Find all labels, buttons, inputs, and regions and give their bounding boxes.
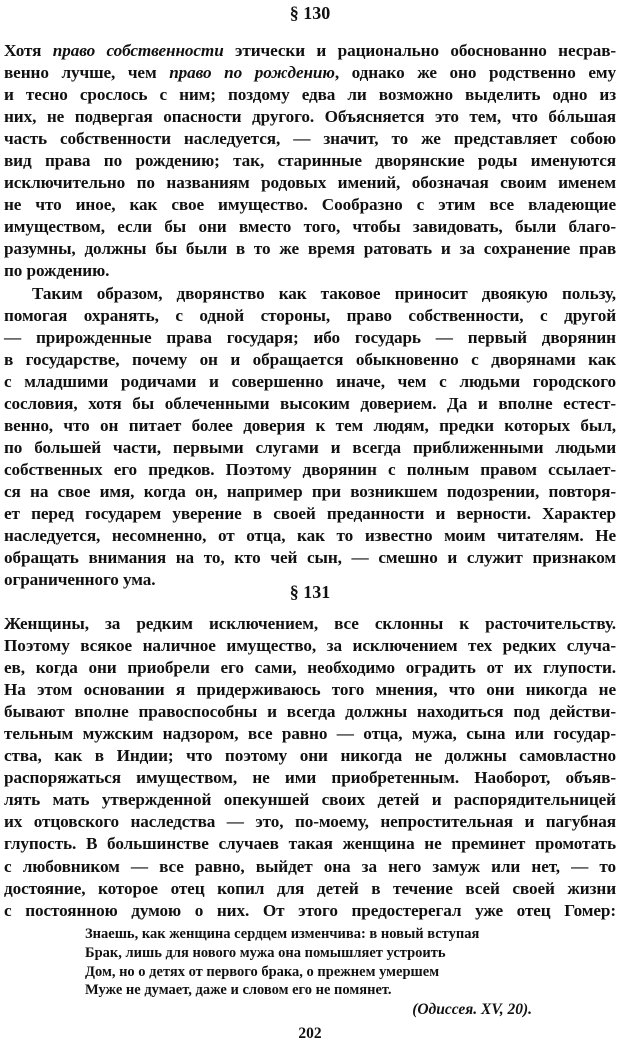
text-line: ет перед государем уверение в своей преданности и верности. Характер [4, 503, 616, 523]
text-line: ограниченного ума. [4, 570, 156, 590]
text-line: с любовником — все равно, выйдет она за него замуж или нет, — то [4, 856, 616, 876]
text-line: лять мать утвержденной опекуншей своих детей и распорядительницей [4, 790, 616, 810]
text-line: Таким образом, дворянство как таковое приносит двоякую пользу, [32, 283, 616, 303]
text-line: ства, как в Индии; что поэтому они никогда не должны самовластно [4, 746, 616, 766]
text-line: наследуется, несомненно, от отца, как то известно моим читателям. Не [4, 526, 616, 546]
text-line: На этом основании я придерживаюсь того мнения, что они никогда не [4, 680, 616, 700]
verse-attribution: (Одиссея. XV, 20). [412, 1001, 532, 1018]
text-line: венно, что он питает более доверия к тем людям, предки которых был, [4, 415, 616, 435]
text-line: разумны, должны бы были в то же время ратовать и за сохранение прав [4, 239, 616, 259]
text-line: и тесно срослось с ним; поздому едва ли возможно выделить одно из [4, 85, 616, 105]
text-line: сословия, хотя бы облеченными высоким доверием. Да и вполне естест- [4, 393, 616, 413]
verse-line: Дом, но о детях от первого брака, о прежнем умершем [85, 963, 440, 980]
text-line: с постоянною думою о них. От этого предостерегал уже отец Гомер: [4, 900, 616, 920]
emphasis-term: право по рождению [169, 63, 335, 83]
text-line: исключительно по названиям родовых имений, обозначая своим именем [4, 173, 616, 193]
text-line: часть собственности наследуется, — значит, то же представляет собою [4, 129, 616, 149]
text-line: достояние, которое отец копил для детей в течение всей своей жизни [4, 878, 616, 898]
text-line: собственных его предков. Поэтому дворянин с полным правом ссылает- [4, 459, 616, 479]
text-line: с младшими родичами и совершенно иначе, чем с людьми городского [4, 371, 616, 391]
section-heading-131: § 131 [289, 582, 331, 602]
text-line: в государстве, почему он и обращается обыкновенно с дворянами как [4, 349, 616, 369]
text-line: Хотя право собственности этически и рационально обоснованно несрав- [4, 41, 617, 60]
text-line: — прирожденные права государя; ибо государь — первый дворянин [4, 327, 616, 347]
section-130-text [4, 40, 616, 591]
text-line: венно лучше, чем право по рождению, однако же оно родственно ему [4, 63, 616, 83]
section-heading-130: § 130 [289, 3, 331, 23]
text-line: ев, когда они приобрели его сами, необходимо оградить от их глупости. [4, 658, 616, 678]
text-line: распоряжаться имуществом, не ими приобретенным. Наоборот, объяв- [4, 768, 616, 788]
emphasis-term: право собственности [52, 41, 224, 60]
text-line: Поэтому всякое наличное имущество, за исключением тех редких случа- [4, 636, 616, 656]
text-line: них, не подвергая опасности другого. Объясняется это тем, что бóльшая [4, 107, 616, 127]
text-line: имуществом, если бы они вместо того, чтобы завидовать, были благо- [4, 217, 616, 237]
verse-line: Знаешь, как женщина сердцем изменчива: в новый вступая [85, 926, 480, 942]
text-line: по большей части, первыми слугами и всегда приближенными людьми [4, 437, 616, 457]
text-line: бывают вполне правоспособны и всегда должны находиться под действи- [4, 702, 616, 722]
text-line: ся на свое имя, когда он, например при возникшем подозрении, повторя- [4, 481, 616, 501]
text-line: обращать внимания на то, кто чей сын, — смешно и служит признаком [4, 548, 616, 568]
text-line: не что иное, как свое имущество. Сообразно с этим все владеющие [4, 195, 616, 215]
text-line: тельным мужским надзором, все равно — отца, мужа, сына или государ- [4, 724, 616, 744]
page-number: 202 [298, 1025, 322, 1042]
text-line: Женщины, за редким исключением, все склонны к расточительству. [4, 614, 616, 633]
section-131-text [4, 613, 616, 922]
text-line: по рождению. [4, 261, 110, 281]
verse-line: Муже не думает, даже и словом его не помянет. [85, 982, 392, 999]
text-line: помогая охранять, с одной стороны, право собственности, с другой [4, 305, 616, 325]
verse-line: Брак, лишь для нового мужа она помышляет устроить [85, 944, 446, 961]
text-line: их отцовского наследства — это, по-моему, непростительная и пагубная [4, 812, 616, 832]
text-line: глупость. В большинстве случаев такая женщина не преминет промотать [4, 834, 616, 854]
text-line: вид права по рождению; так, старинные дворянские роды именуются [4, 151, 616, 171]
verse-quotation [85, 925, 545, 1000]
